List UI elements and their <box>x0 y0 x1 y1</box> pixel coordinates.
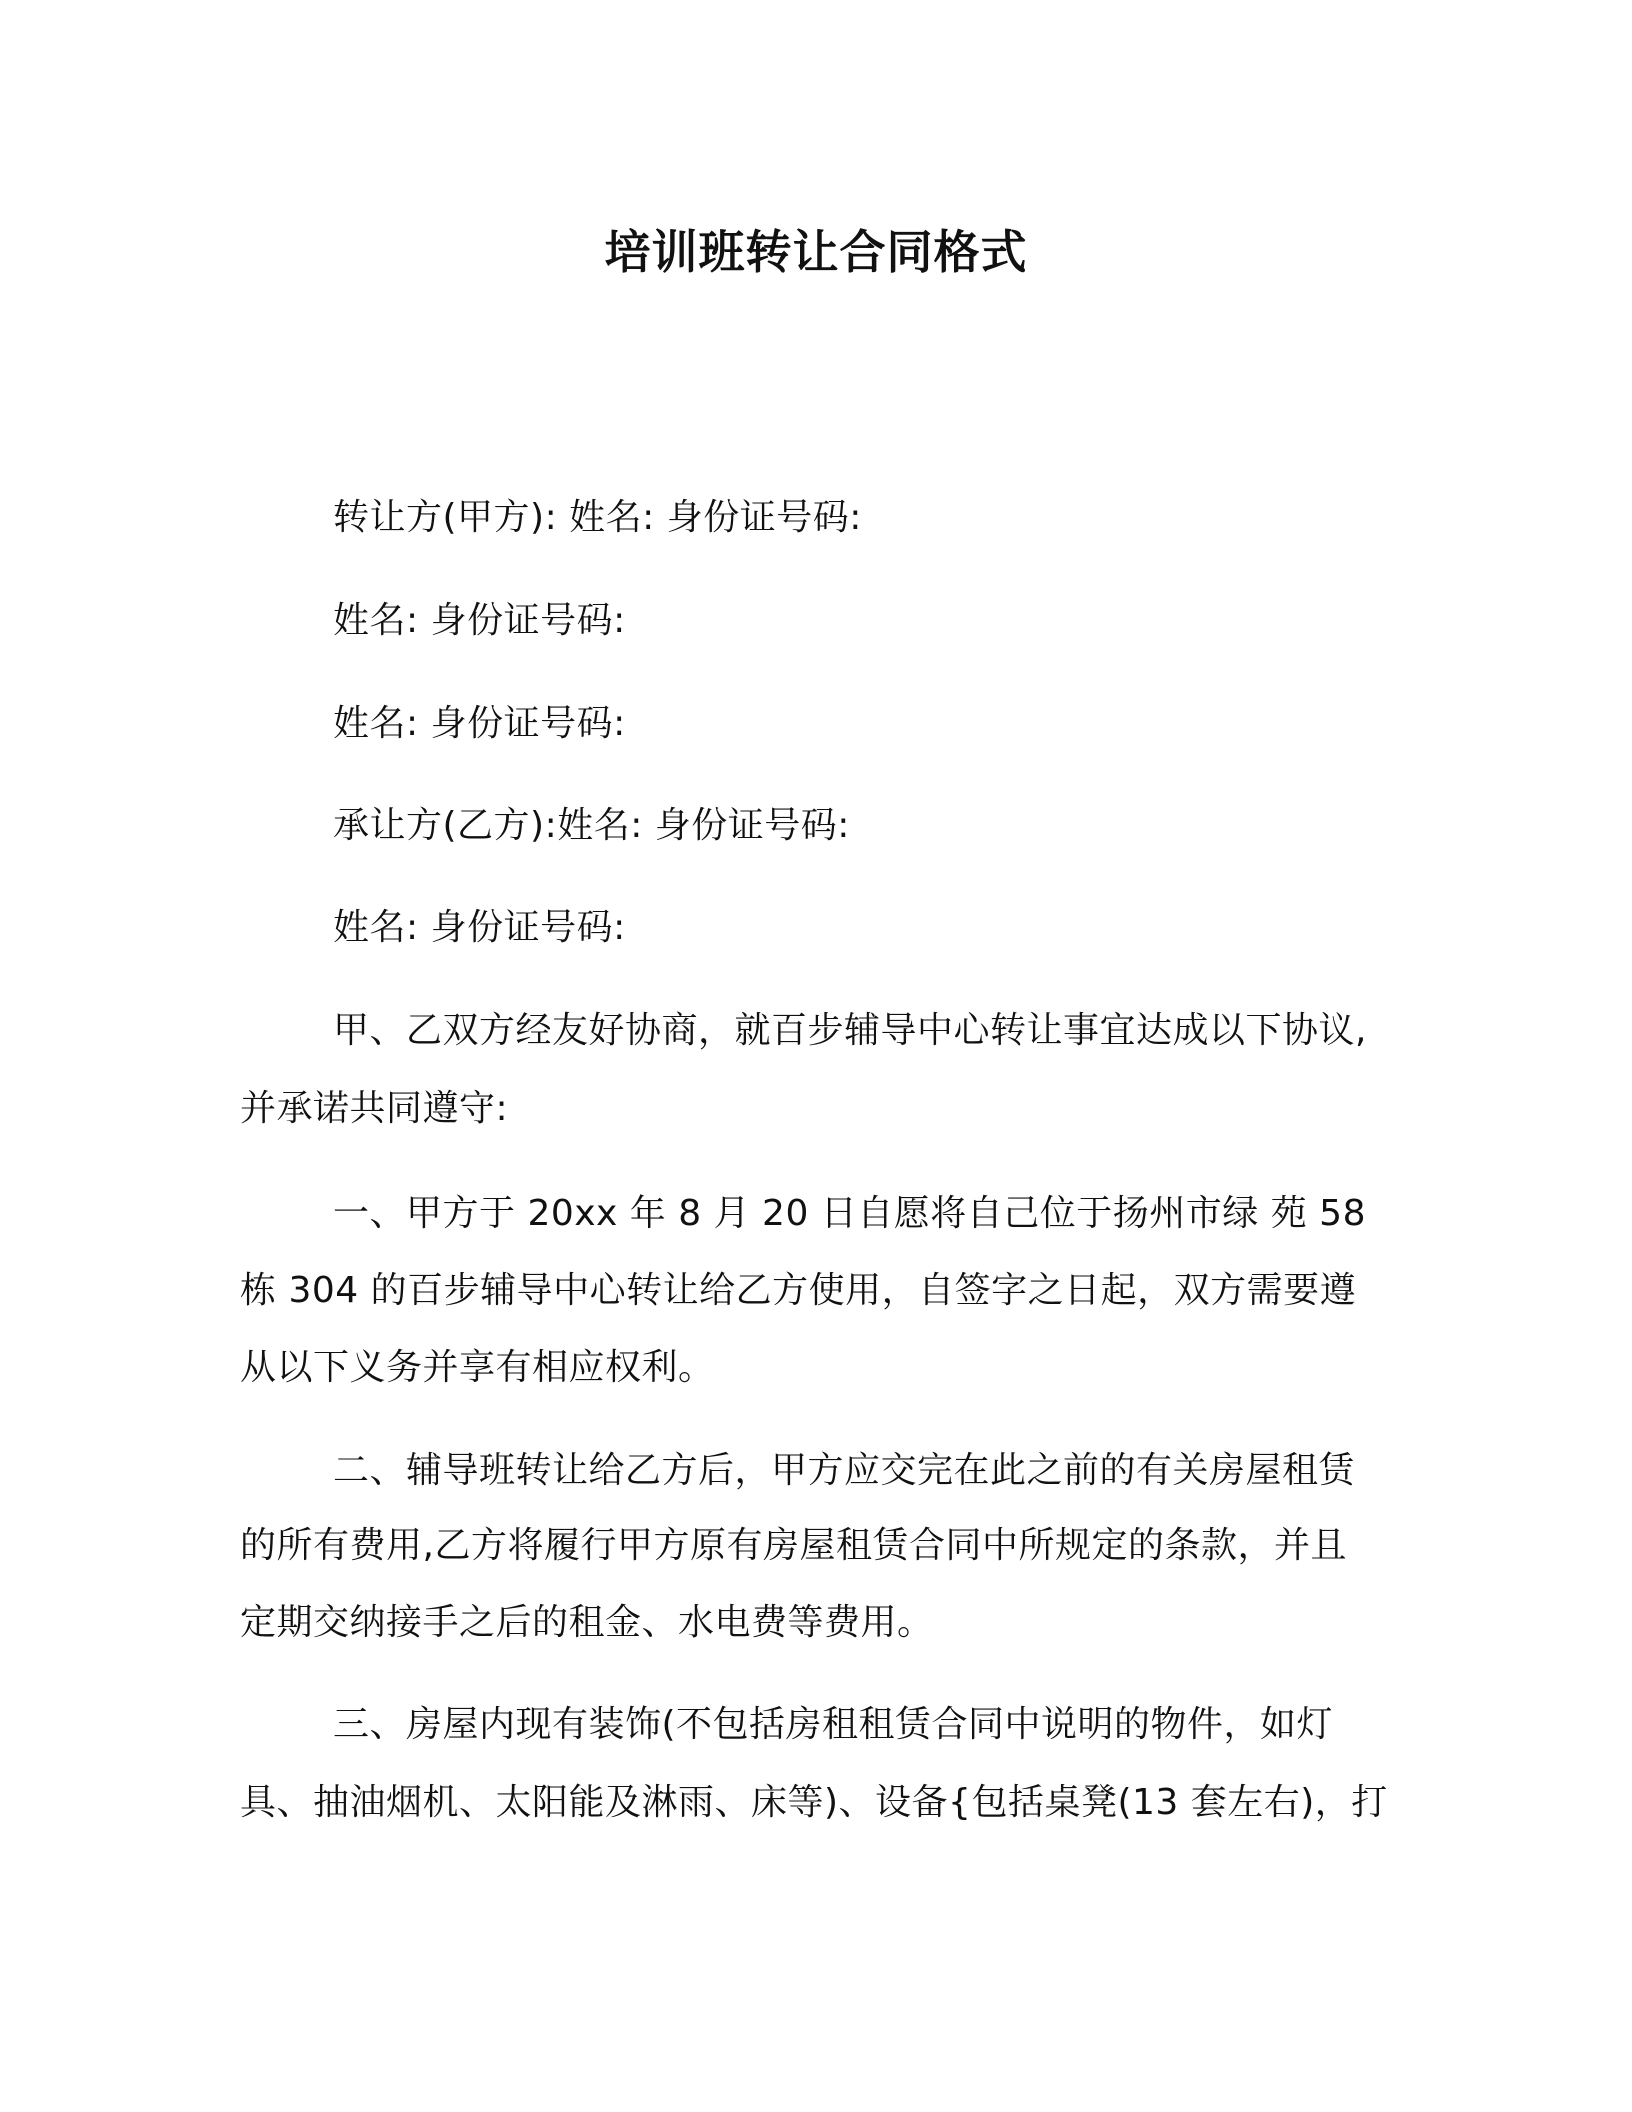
intro-line-2: 并承诺共同遵守: <box>240 1088 509 1129</box>
clause-3-line-2: 具、抽油烟机、太阳能及淋雨、床等)、设备{包括桌凳(13 套左右)，打 <box>240 1782 1388 1823</box>
transferee-line: 承让方(乙方):姓名: 身份证号码: <box>333 805 850 846</box>
clause-3-line-1: 三、房屋内现有装饰(不包括房租租赁合同中说明的物件，如灯 <box>333 1704 1334 1745</box>
transferor-extra-1: 姓名: 身份证号码: <box>333 600 626 641</box>
intro-line-1: 甲、乙双方经友好协商，就百步辅导中心转让事宜达成以下协议, <box>333 1010 1367 1051</box>
clause-2-line-3: 定期交纳接手之后的租金、水电费等费用。 <box>240 1602 934 1643</box>
clause-1-line-1: 一、甲方于 20xx 年 8 月 20 日自愿将自己位于扬州市绿 苑 58 <box>333 1193 1366 1234</box>
transferor-extra-2: 姓名: 身份证号码: <box>333 703 626 744</box>
clause-1-line-2: 栋 304 的百步辅导中心转让给乙方使用，自签字之日起，双方需要遵 <box>240 1270 1357 1311</box>
transferee-extra-1: 姓名: 身份证号码: <box>333 907 626 948</box>
clause-1-line-3: 从以下义务并享有相应权利。 <box>240 1347 715 1388</box>
document-title: 培训班转让合同格式 <box>604 225 1028 279</box>
clause-2-line-1: 二、辅导班转让给乙方后，甲方应交完在此之前的有关房屋租赁 <box>333 1450 1356 1491</box>
transferor-line: 转让方(甲方): 姓名: 身份证号码: <box>333 497 862 538</box>
clause-2-line-2: 的所有费用,乙方将履行甲方原有房屋租赁合同中所规定的条款，并且 <box>240 1525 1347 1566</box>
